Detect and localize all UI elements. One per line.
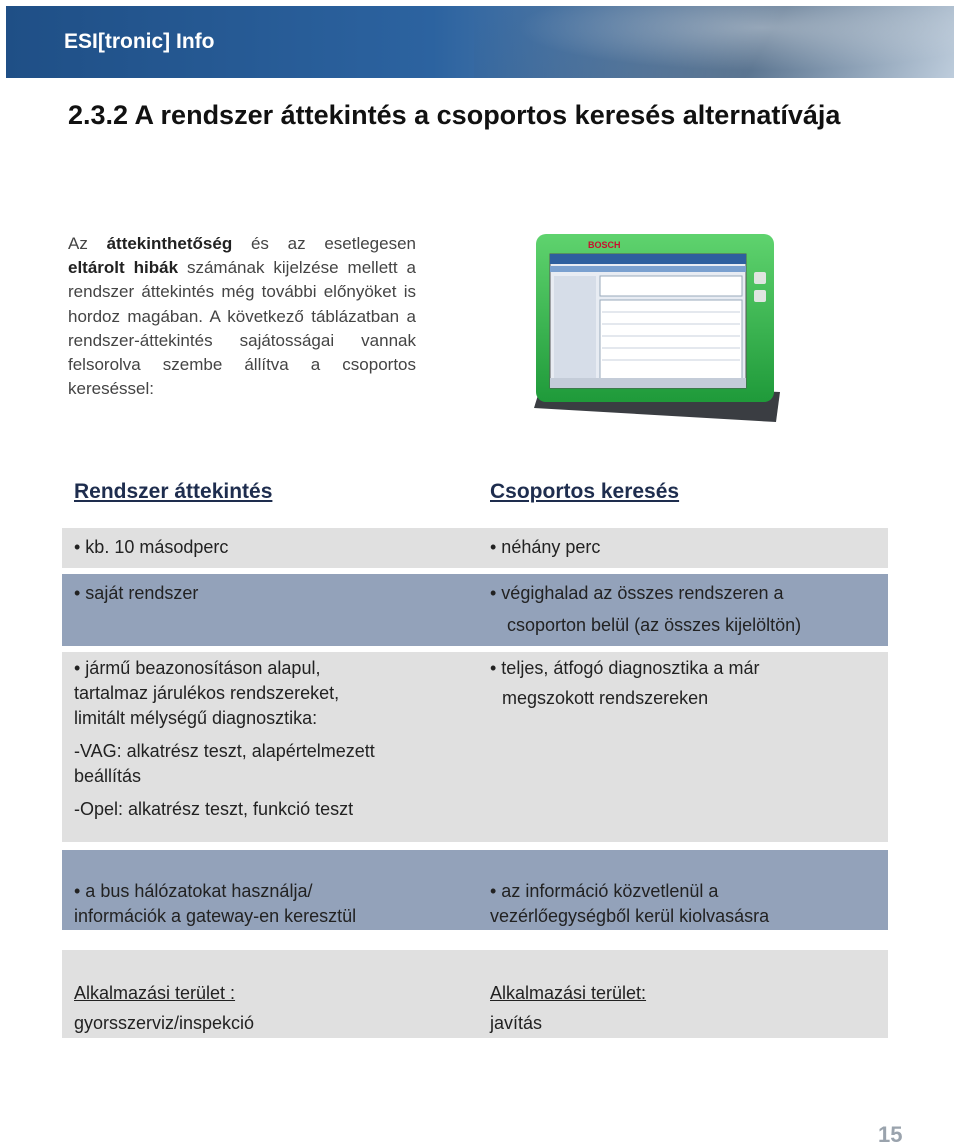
intro-bold-1: áttekinthetőség xyxy=(106,234,233,253)
row5-left xyxy=(74,981,254,1036)
left-column-heading: Rendszer áttekintés xyxy=(74,480,273,503)
header-banner xyxy=(6,6,954,78)
row3-left: • jármű beazonosításon alapul, tartalmaz járulékos rendszereket, limitált mélységű diagnosztika: -VAG: alkatrész teszt, alapértelmezett beállítás -Opel: alkatrész teszt, funkció teszt xyxy=(74,658,375,819)
page-number: 15 xyxy=(878,1122,903,1147)
row3-right: • teljes, átfogó diagnosztika a már megszokott rendszereken xyxy=(490,658,760,708)
row5-left-value: gyorsszerviz/inspekció xyxy=(74,1013,255,1033)
row2-left: • saját rendszer xyxy=(74,583,199,603)
section-title: 2.3.2 A rendszer áttekintés a csoportos keresés alternatívája xyxy=(68,100,841,130)
bosch-logo: BOSCH xyxy=(588,240,621,250)
row4-right: • az információ közvetlenül a vezérlőegységből kerül kiolvasásra xyxy=(490,881,770,926)
row5-left-label: Alkalmazási terület : xyxy=(74,983,236,1003)
row2-right: • végighalad az összes rendszeren a csoporton belül (az összes kijelöltön) xyxy=(490,583,802,635)
header-photo xyxy=(474,6,954,78)
tablet-button-2 xyxy=(754,290,766,302)
header-title: ESI[tronic] Info xyxy=(64,30,215,53)
row1-left: • kb. 10 másodperc xyxy=(74,537,229,557)
row1-right: • néhány perc xyxy=(490,537,601,557)
intro-bold-2: eltárolt hibák xyxy=(68,258,179,278)
row5-right-value: javítás xyxy=(490,1013,543,1033)
diagnostic-tablet-image xyxy=(528,232,780,422)
row5-right-label: Alkalmazási terület: xyxy=(490,983,647,1003)
right-column-heading: Csoportos keresés xyxy=(490,480,680,503)
intro-paragraph: Az áttekinthetőség és az esetlegesen eltárolt hibák számának kijelzése mellett a rendszer áttekintés még további előnyöket is hordoz magában. A következő táblázatban a rendszer-áttekintés sajátosságai vannak felsorolva szembe állítva a csoportos kereséssel: xyxy=(68,234,417,399)
row5-right xyxy=(490,981,646,1036)
tablet-button-1 xyxy=(754,272,766,284)
row4-left: • a bus hálózatokat használja/ információk a gateway-en keresztül xyxy=(74,881,357,926)
